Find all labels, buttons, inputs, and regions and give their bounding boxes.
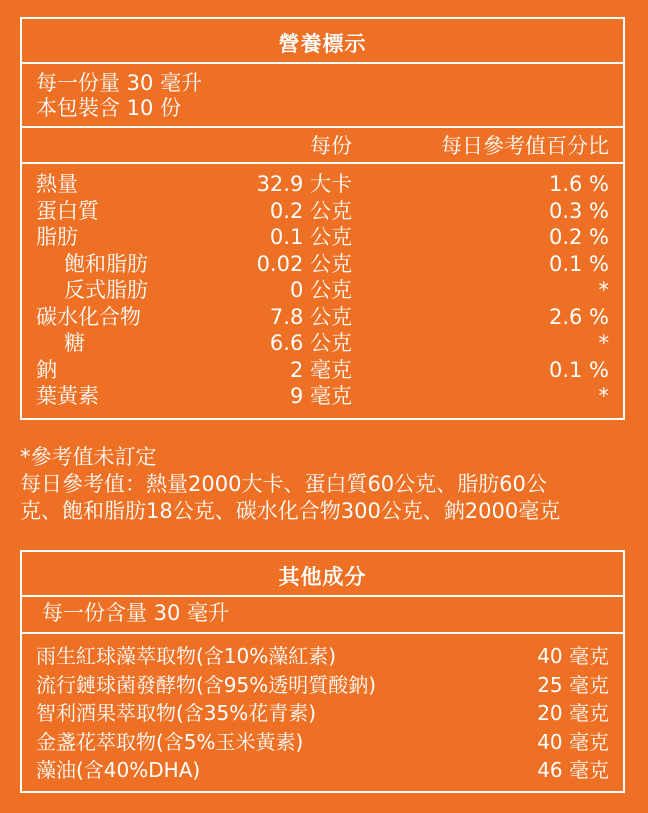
divider (22, 632, 623, 634)
nutrient-daily-value: * (598, 384, 609, 408)
nutrient-name: 反式脂肪 (64, 278, 148, 302)
ingredient-name: 雨生紅球藻萃取物(含10%藻紅素) (36, 644, 337, 668)
nutrient-name: 蛋白質 (36, 198, 99, 223)
note-daily-values-1: 每日參考值：熱量2000大卡、蛋白質60公克、脂肪60公 (20, 472, 547, 496)
nutrition-title: 營養標示 (278, 32, 367, 56)
ingredient-row (36, 756, 609, 784)
ingredient-name: 金盞花萃取物(含5%玉米黃素) (36, 729, 304, 754)
ingredient-amount: 25 毫克 (537, 672, 609, 697)
nutrient-name: 碳水化合物 (36, 304, 141, 329)
ingredient-amount: 20 毫克 (537, 701, 609, 725)
nutrient-amount: 9 毫克 (289, 384, 352, 408)
ingredient-name: 智利酒果萃取物(含35%花青素) (36, 701, 317, 725)
nutrient-amount: 2 毫克 (289, 357, 352, 382)
nutrient-amount: 6.6 公克 (269, 331, 352, 355)
other-serving: 每一份含量 30 毫升 (42, 601, 230, 625)
nutrient-amount: 7.8 公克 (269, 304, 352, 329)
nutrient-daily-value: * (598, 278, 609, 302)
nutrient-amount: 0.02 公克 (256, 251, 352, 276)
ingredient-row (36, 642, 609, 670)
divider (22, 62, 623, 64)
ingredient-row (36, 671, 609, 699)
servings-per-pack: 本包裝含 10 份 (36, 96, 182, 120)
other-title: 其他成分 (278, 565, 367, 589)
nutrient-daily-value: 0.3 % (548, 198, 609, 223)
nutrient-amount: 0 公克 (289, 278, 352, 302)
ingredient-row (36, 728, 609, 756)
ingredient-amount: 40 毫克 (537, 644, 609, 668)
nutrient-name: 熱量 (36, 172, 78, 196)
nutrient-daily-value: * (598, 331, 609, 355)
ingredient-name: 藻油(含40%DHA) (36, 758, 201, 782)
ingredient-row (36, 699, 609, 727)
ingredient-name: 流行鏈球菌發酵物(含95%透明質酸鈉) (36, 672, 377, 697)
nutrient-amount: 0.1 公克 (269, 225, 352, 249)
nutrient-amount: 0.2 公克 (269, 198, 352, 223)
col-per-serving: 每份 (310, 134, 352, 158)
ingredient-amount: 40 毫克 (537, 729, 609, 754)
note-undetermined: *參考值未訂定 (20, 445, 157, 469)
nutrient-name: 鈉 (36, 357, 57, 382)
divider (22, 126, 623, 128)
nutrient-name: 糖 (64, 331, 85, 355)
nutrient-amount: 32.9 大卡 (256, 172, 352, 196)
nutrient-daily-value: 0.2 % (548, 225, 609, 249)
serving-size: 每一份量 30 毫升 (36, 71, 203, 95)
nutrient-daily-value: 0.1 % (548, 251, 609, 276)
nutrient-name: 飽和脂肪 (64, 251, 148, 276)
nutrient-daily-value: 1.6 % (548, 172, 609, 196)
note-daily-values-2: 克、飽和脂肪18公克、碳水化合物300公克、鈉2000毫克 (20, 499, 561, 523)
nutrient-daily-value: 2.6 % (548, 304, 609, 329)
nutrient-daily-value: 0.1 % (548, 357, 609, 382)
nutrient-name: 脂肪 (36, 225, 78, 249)
divider (22, 595, 623, 597)
nutrient-name: 葉黃素 (36, 384, 99, 408)
other-ingredients-table (20, 550, 625, 793)
nutrition-table (20, 17, 625, 420)
divider (22, 162, 623, 164)
ingredient-amount: 46 毫克 (537, 758, 609, 782)
col-daily-value: 每日參考值百分比 (441, 134, 609, 158)
